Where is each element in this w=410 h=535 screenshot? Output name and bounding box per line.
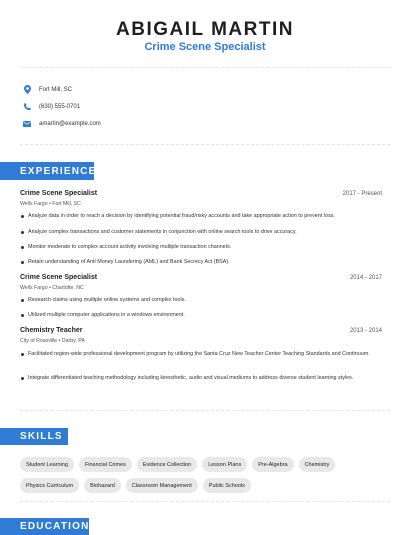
job-location: Darby, PA (61, 338, 85, 344)
location-pin-icon (22, 85, 32, 94)
skills-list (20, 457, 395, 493)
job-title: Crime Scene Specialist (20, 190, 98, 197)
job-employer: Wells Fargo • Charlotte, NC (20, 285, 84, 291)
skills-heading: SKILLS (0, 428, 68, 445)
job-company: Wells Fargo (20, 285, 48, 291)
job-company: City of Roseville (20, 338, 58, 344)
job-bullet: Integrate differentiated teaching methodology including kinesthetic, audio and visual mediums to address diverse student learning styles. (28, 374, 372, 383)
job-bullet: Analyze data in order to reach a decision by identifying potential fraud/risky accounts and take appropriate action to prevent loss. (28, 212, 372, 221)
divider (20, 144, 390, 145)
contact-phone (22, 103, 80, 111)
contact-location-text: Fort Mill, SC (39, 86, 72, 93)
job-company: Wells Fargo (20, 201, 48, 207)
education-heading: EDUCATION (0, 518, 89, 535)
contact-phone-text: (630) 555-0701 (39, 104, 81, 110)
job-bullet: Utilized multiple computer applications in a windows environment. (28, 311, 372, 320)
contact-email (22, 121, 101, 127)
skill-tag: Biohazard (84, 478, 121, 493)
job-location: Charlotte, NC (52, 285, 84, 291)
skill-tag: Physics Curriculum (20, 478, 79, 493)
job-bullet: Research claims using multiple online systems and complex tools. (28, 296, 372, 305)
job-bullet: Facilitated region-wide professional development program by utilizing the Santa Cruz New Teacher Center Teaching Standards and Continuum. (28, 350, 372, 359)
experience-heading: EXPERIENCE (0, 162, 94, 180)
job-location: Fort Mill, SC (52, 201, 81, 207)
contact-location (22, 85, 72, 94)
divider (20, 501, 390, 502)
job-bullet: Monitor moderate to complex account activity involving multiple transaction channels. (28, 243, 372, 252)
job-dates: 2014 - 2017 (349, 275, 382, 281)
email-icon (22, 121, 32, 127)
job-employer: City of Roseville • Darby, PA (20, 338, 85, 344)
job-bullet: Analyze complex transactions and customer statements in conjunction with online search tools to drive accuracy. (28, 228, 372, 237)
skill-tag: Chemistry (299, 457, 336, 472)
job-title: Chemistry Teacher (20, 327, 83, 334)
job-employer: Wells Fargo • Fort Mill, SC (20, 201, 81, 207)
skill-tag: Evidence Collection (137, 457, 197, 472)
skill-tag: Lesson Plans (202, 457, 247, 472)
phone-icon (22, 103, 32, 111)
skill-tag: Classroom Management (126, 478, 198, 493)
job-title: Crime Scene Specialist (20, 274, 98, 281)
resume-name: ABIGAIL MARTIN (116, 19, 294, 40)
job-bullet: Retain understanding of Anti Money Laundering (AML) and Bank Secrecy Act (BSA). (28, 258, 372, 267)
job-dates: 2013 - 2014 (349, 328, 382, 334)
skill-tag: Financial Crimes (79, 457, 132, 472)
job-dates: 2017 - Present (342, 191, 382, 197)
skill-tag: Public Schools (203, 478, 251, 493)
divider (20, 410, 390, 411)
divider (20, 67, 390, 68)
contact-email-text: amartin@example.com (39, 121, 101, 127)
resume-title: Crime Scene Specialist (144, 41, 266, 53)
skill-tag: Student Learning (20, 457, 74, 472)
skill-tag: Pre-Algebra (252, 457, 293, 472)
